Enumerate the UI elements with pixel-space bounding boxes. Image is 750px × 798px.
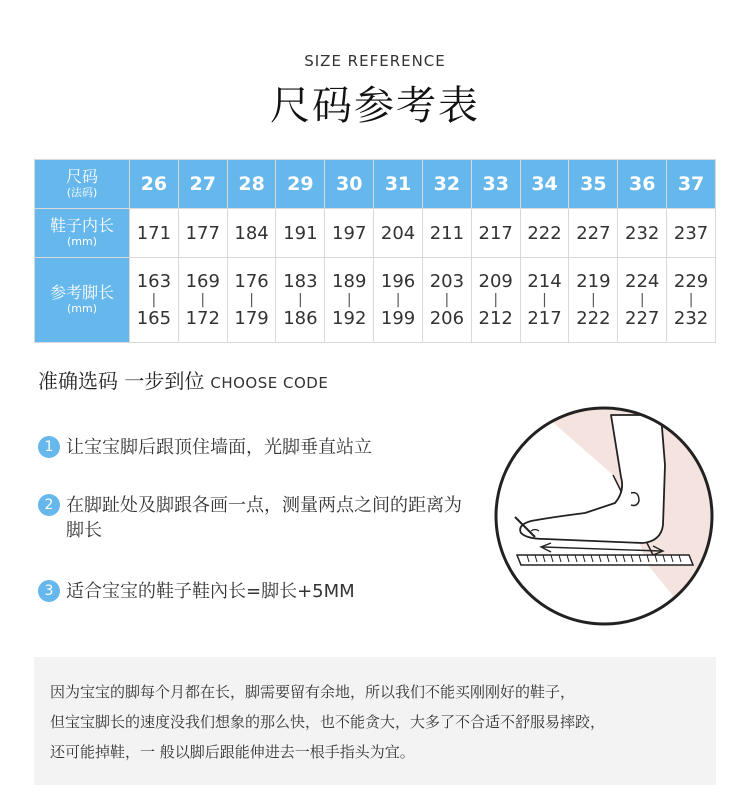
foot-length-cell (325, 258, 374, 343)
inner-length-row (35, 209, 716, 258)
foot-max: 179 (234, 308, 269, 329)
page-title: 尺码参考表 (270, 83, 480, 129)
foot-length-cell (520, 258, 569, 343)
size-cell: 30 (325, 160, 374, 209)
foot-min: 183 (283, 271, 318, 292)
foot-length-cell (276, 258, 325, 343)
foot-max: 222 (576, 308, 611, 329)
foot-length-cell (618, 258, 667, 343)
foot-min: 219 (576, 271, 611, 292)
foot-min: 176 (234, 271, 269, 292)
foot-min: 189 (332, 271, 367, 292)
inner-label: 鞋子内长 (49, 216, 114, 235)
foot-min: 229 (673, 271, 709, 292)
size-cell: 27 (178, 160, 227, 209)
size-table (34, 159, 716, 343)
range-separator: | (298, 292, 303, 308)
foot-unit: (mm) (66, 302, 97, 315)
inner-length-cell: 227 (569, 209, 618, 258)
foot-max: 172 (185, 308, 220, 329)
section-title (38, 365, 328, 394)
size-unit: (法码) (66, 186, 98, 199)
foot-min: 209 (478, 271, 513, 292)
step-text: 让宝宝脚后跟顶住墙面，光脚垂直站立 (66, 437, 372, 458)
inner-length-cell: 184 (227, 209, 276, 258)
foot-max: 206 (429, 308, 465, 329)
size-cell: 35 (569, 160, 618, 209)
foot-max: 212 (478, 308, 513, 329)
step-text: 适合宝宝的鞋子鞋內长=脚长+5MM (66, 581, 355, 602)
inner-length-cell: 237 (667, 209, 716, 258)
inner-length-cell: 217 (471, 209, 520, 258)
foot-min: 224 (625, 271, 660, 292)
foot-length-cell (130, 258, 179, 343)
foot-length-cell (569, 258, 618, 343)
foot-min: 169 (185, 271, 220, 292)
note-line-3: 还可能掉鞋，一 般以脚后跟能伸进去一根手指头为宜。 (50, 743, 415, 761)
foot-max: 186 (283, 308, 318, 329)
foot-max: 232 (673, 308, 709, 329)
foot-min: 196 (380, 271, 416, 292)
section-title-cn: 准确选码 一步到位 (38, 369, 205, 393)
foot-row-header (35, 258, 130, 343)
inner-length-cell: 171 (130, 209, 179, 258)
range-separator: | (395, 292, 401, 308)
foot-max: 192 (332, 308, 367, 329)
range-separator: | (249, 292, 254, 308)
foot-length-cell (227, 258, 276, 343)
step-2 (38, 493, 476, 543)
foot-min: 214 (527, 271, 562, 292)
size-row (35, 160, 716, 209)
inner-length-cell: 211 (422, 209, 471, 258)
foot-max: 227 (625, 308, 660, 329)
size-cell: 34 (520, 160, 569, 209)
inner-length-cell: 204 (374, 209, 423, 258)
size-cell: 29 (276, 160, 325, 209)
tips-note (34, 657, 716, 785)
range-separator: | (346, 292, 352, 308)
foot-length-cell (374, 258, 423, 343)
size-cell: 33 (471, 160, 520, 209)
inner-length-cell: 197 (325, 209, 374, 258)
inner-unit: (mm) (66, 235, 97, 248)
foot-length-cell (178, 258, 227, 343)
range-separator: | (591, 292, 596, 308)
section-title-en: CHOOSE CODE (210, 374, 329, 392)
foot-length-cell (422, 258, 471, 343)
size-cell: 36 (618, 160, 667, 209)
range-separator: | (200, 292, 206, 308)
note-line-1: 因为宝宝的脚每个月都在长，脚需要留有余地，所以我们不能买刚刚好的鞋子， (50, 683, 576, 701)
foot-length-row (35, 258, 716, 343)
inner-length-cell: 222 (520, 209, 569, 258)
step-3 (38, 579, 486, 604)
size-label: 尺码 (65, 167, 98, 186)
foot-measure-illustration-icon (493, 405, 715, 627)
range-separator: | (542, 292, 547, 308)
note-line-2: 但宝宝脚长的速度没我们想象的那么快，也不能贪大，大多了不合适不舒服易摔跤， (50, 713, 606, 731)
step-1 (38, 435, 486, 460)
range-separator: | (493, 292, 499, 308)
range-separator: | (688, 292, 694, 308)
step-number-badge: 3 (38, 580, 60, 602)
size-cell: 31 (374, 160, 423, 209)
foot-label: 参考脚长 (49, 283, 114, 302)
foot-max: 217 (527, 308, 562, 329)
step-text: 在脚趾处及脚跟各画一点，测量两点之间的距离为脚长 (66, 495, 462, 541)
inner-row-header (35, 209, 130, 258)
foot-length-cell (667, 258, 716, 343)
size-cell: 37 (667, 160, 716, 209)
size-cell: 32 (422, 160, 471, 209)
size-row-header (35, 160, 130, 209)
size-cell: 26 (130, 160, 179, 209)
foot-max: 165 (136, 308, 172, 329)
step-number-badge: 2 (38, 494, 60, 516)
size-cell: 28 (227, 160, 276, 209)
step-number-badge: 1 (38, 436, 60, 458)
foot-max: 199 (380, 308, 416, 329)
range-separator: | (639, 292, 645, 308)
foot-min: 163 (136, 271, 172, 292)
foot-length-cell (471, 258, 520, 343)
inner-length-cell: 177 (178, 209, 227, 258)
foot-min: 203 (429, 271, 465, 292)
range-separator: | (444, 292, 450, 308)
inner-length-cell: 232 (618, 209, 667, 258)
subtitle-en: SIZE REFERENCE (304, 52, 446, 70)
range-separator: | (151, 292, 157, 308)
inner-length-cell: 191 (276, 209, 325, 258)
